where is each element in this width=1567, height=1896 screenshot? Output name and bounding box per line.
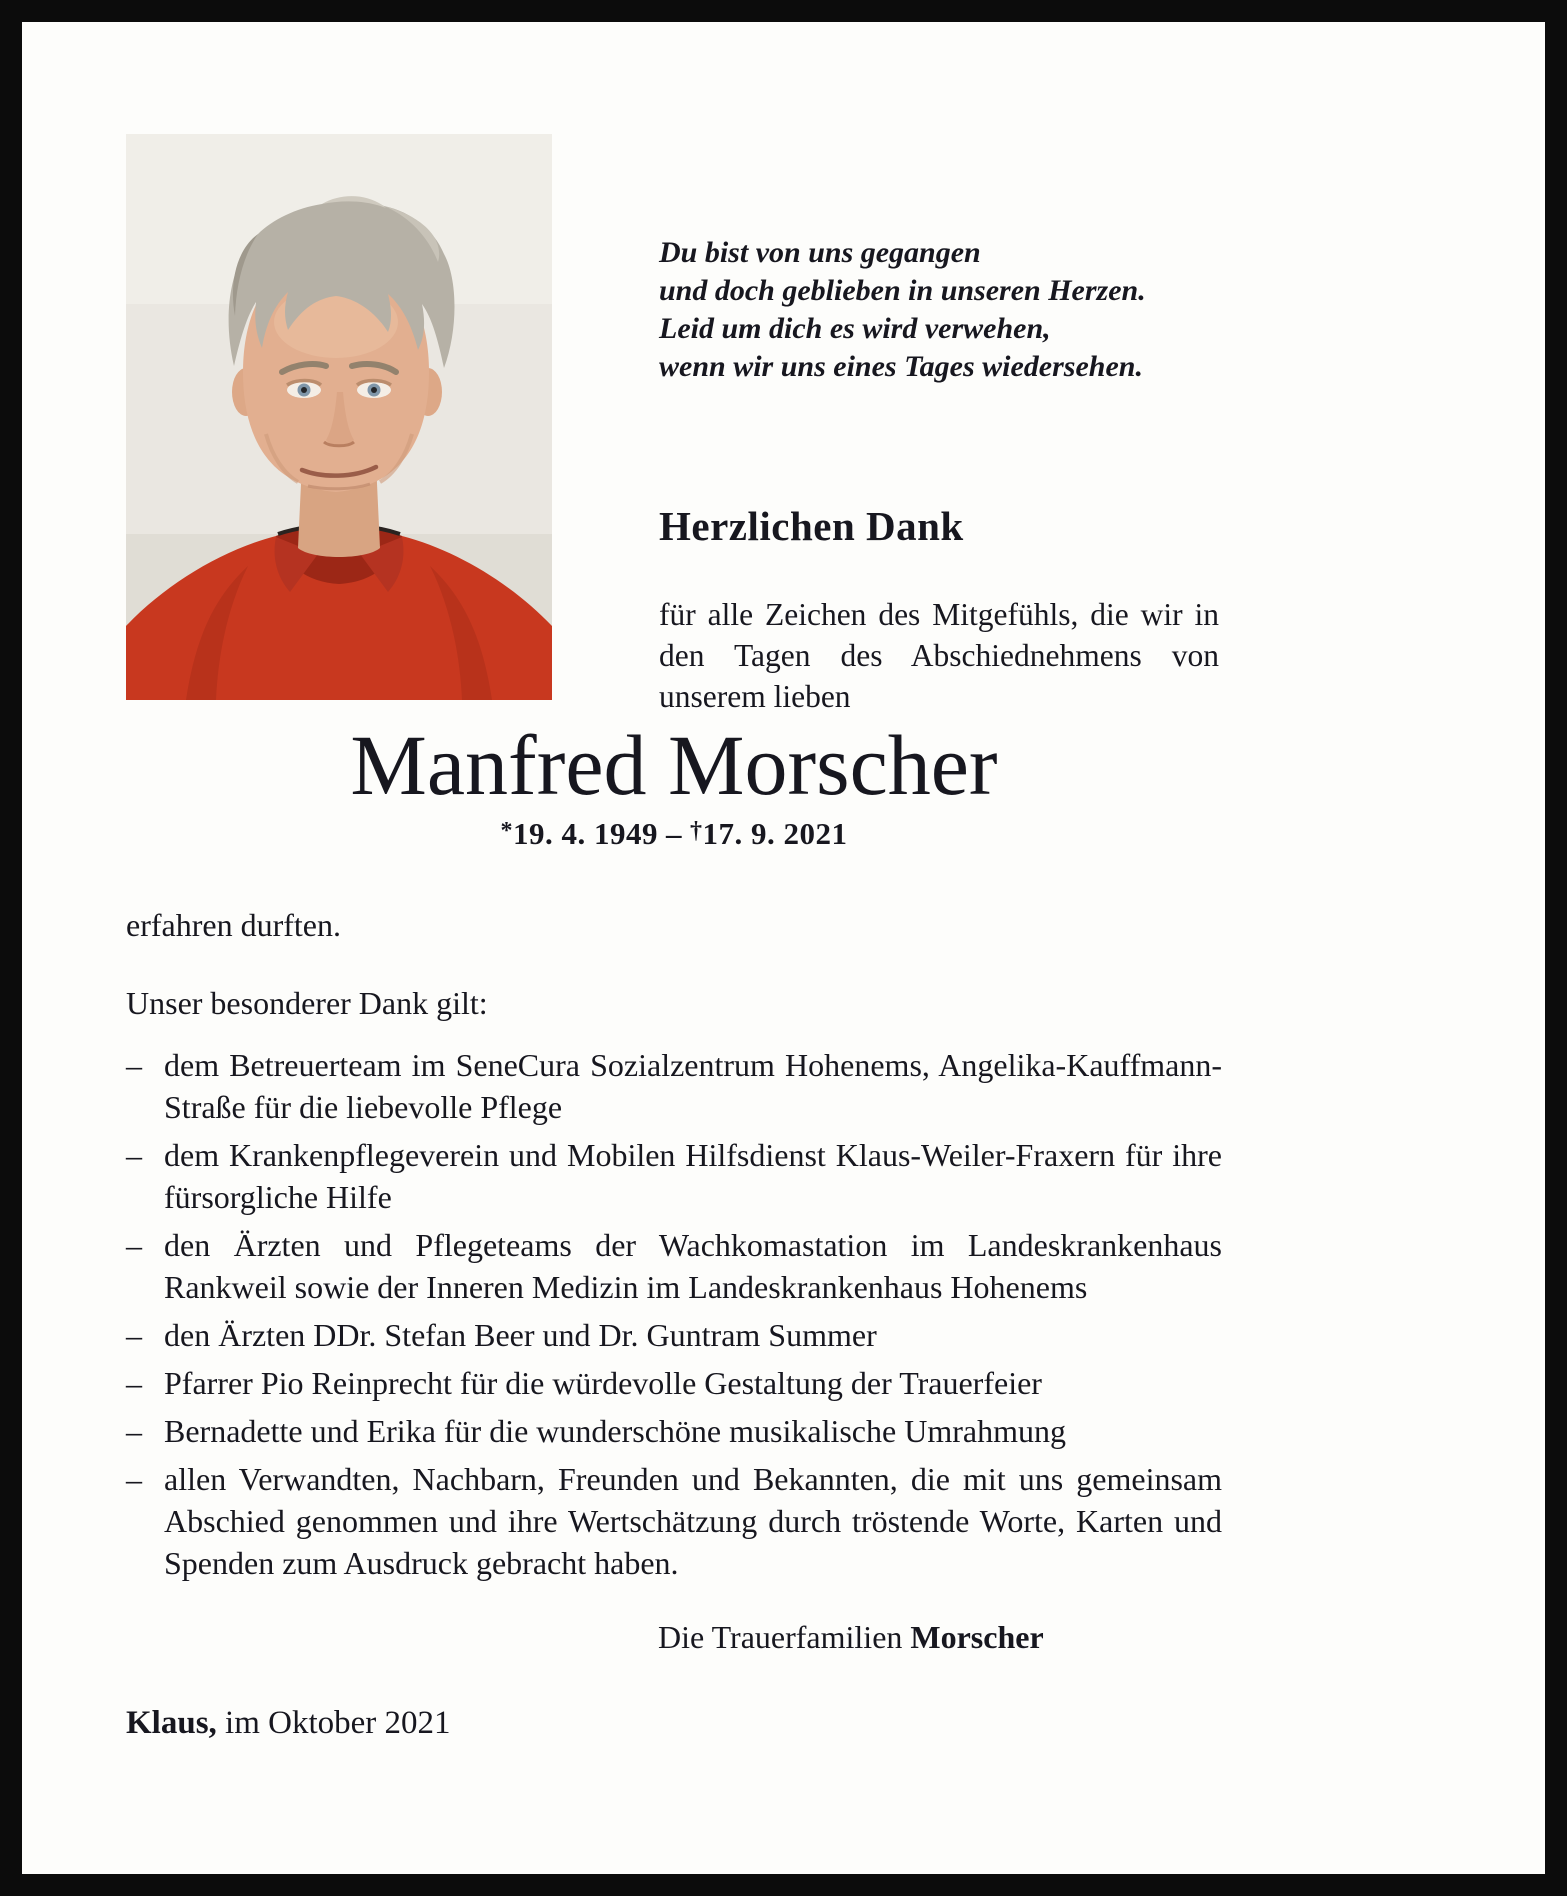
deceased-block [126, 717, 1222, 852]
birth-symbol: * [500, 818, 513, 845]
dash-bullet: – [126, 1047, 142, 1083]
thanks-item-text: dem Krankenpflegeverein und Mobilen Hilfsdienst Klaus-Weiler-Fraxern für ihre fürsorgliche Hilfe [164, 1137, 1222, 1215]
dates-separator: – [666, 816, 682, 852]
main-text [126, 904, 1222, 1744]
birth-date: 19. 4. 1949 [513, 816, 658, 852]
deceased-name: Manfred Morscher [350, 717, 998, 813]
death-symbol: † [690, 818, 703, 845]
dash-bullet: – [126, 1137, 142, 1173]
thanks-list [126, 1044, 1222, 1584]
poem-line-2: und doch geblieben in unseren Herzen. [659, 274, 1146, 307]
dash-bullet: – [126, 1317, 142, 1353]
thanks-item-1 [126, 1044, 1222, 1128]
thanks-item-text: dem Betreuerteam im SeneCura Sozialzentrum Hohenems, Angelika-Kauffmann-Straße für die liebevolle Pflege [164, 1047, 1222, 1125]
life-dates [126, 816, 1222, 852]
right-column [659, 234, 1219, 717]
portrait-illustration [126, 134, 552, 700]
thanks-intro-text: für alle Zeichen des Mitgefühls, die wir in den Tagen des Abschiednehmens von unserem lieben [659, 597, 1219, 714]
special-thanks-heading: Unser besonderer Dank gilt: [126, 985, 488, 1021]
thanks-item-text: den Ärzten DDr. Stefan Beer und Dr. Guntram Summer [164, 1317, 877, 1353]
place-date-line [126, 1702, 1222, 1744]
portrait-photo [126, 134, 552, 700]
death-date: 17. 9. 2021 [702, 816, 848, 852]
place: Klaus, [126, 1705, 217, 1741]
poem-line-3: Leid um dich es wird verwehen, [659, 312, 1051, 345]
date: im Oktober 2021 [225, 1705, 451, 1741]
after-name-text: erfahren durften. [126, 907, 341, 943]
thanks-item-6 [126, 1410, 1222, 1452]
thanks-item-3 [126, 1224, 1222, 1308]
thanks-heading: Herzlichen Dank [659, 503, 964, 549]
thanks-item-4 [126, 1314, 1222, 1356]
poem-line-1: Du bist von uns gegangen [659, 236, 981, 269]
dash-bullet: – [126, 1461, 142, 1497]
thanks-item-text: Bernadette und Erika für die wunderschöne musikalische Umrahmung [164, 1413, 1066, 1449]
thanks-item-2 [126, 1134, 1222, 1218]
families-name: Morscher [910, 1619, 1044, 1655]
obituary-card [22, 22, 1545, 1874]
families-prefix: Die Trauerfamilien [658, 1619, 903, 1655]
thanks-item-text: Pfarrer Pio Reinprecht für die würdevolle Gestaltung der Trauerfeier [164, 1365, 1042, 1401]
closing-families-line [126, 1616, 1222, 1658]
memorial-poem [659, 234, 1219, 386]
poem-line-4: wenn wir uns eines Tages wiedersehen. [659, 350, 1143, 383]
dash-bullet: – [126, 1227, 142, 1263]
thanks-item-5 [126, 1362, 1222, 1404]
thanks-item-text: den Ärzten und Pflegeteams der Wachkomastation im Landeskrankenhaus Rankweil sowie der Inneren Medizin im Landeskrankenhaus Hohenems [164, 1227, 1222, 1305]
dash-bullet: – [126, 1365, 142, 1401]
dash-bullet: – [126, 1413, 142, 1449]
thanks-item-text: allen Verwandten, Nachbarn, Freunden und Bekannten, die mit uns gemeinsam Abschied genommen und ihre Wertschätzung durch tröstende Worte, Karten und Spenden zum Ausdruck gebracht haben. [164, 1461, 1222, 1581]
thanks-item-7 [126, 1458, 1222, 1584]
